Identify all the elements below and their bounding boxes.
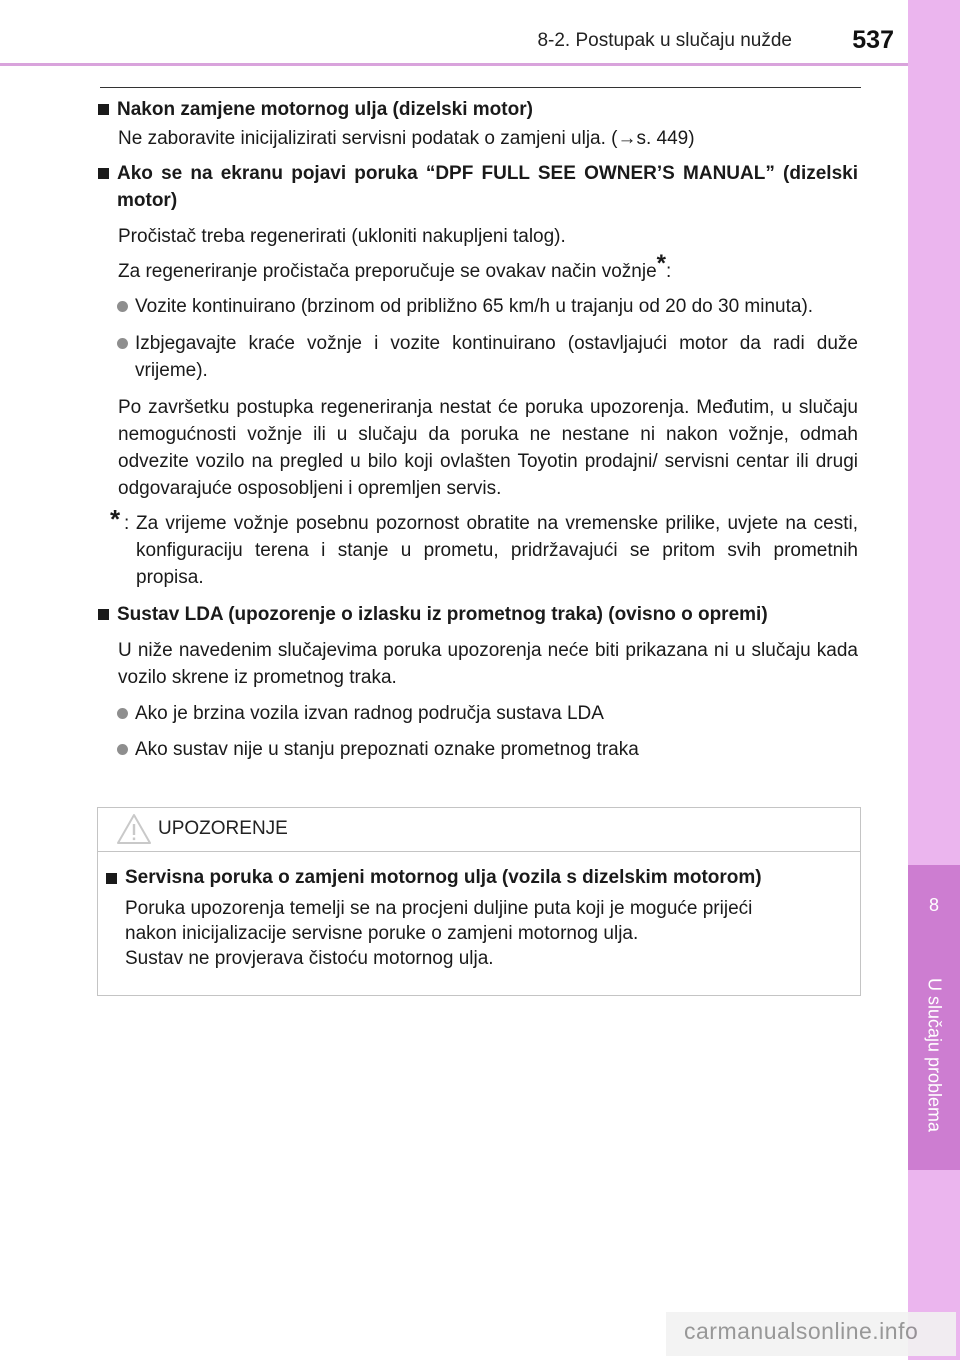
paragraph-text: Za regeneriranje pročistača preporučuje se ovakav način vožnje [118, 261, 657, 282]
round-bullet-icon [117, 301, 128, 312]
square-bullet-icon [98, 104, 109, 115]
paragraph: Po završetku postupka regeneriranja nestat će poruka upozorenja. Međutim, u slučaju nemogućnosti vožnje ili u slučaju da poruka ne nestane ni nakon vožnje, odmah odvezite vozilo na pregled u bilo koji ovlašten Toyotin prodajni/ servisni centar ili drugi odgovarajuće osposobljeni i opremljen servis. [118, 397, 858, 499]
list-item-text: Izbjegavajte kraće vožnje i vozite kontinuirano (ostavljajući motor da radi duže vrijeme). [135, 333, 858, 381]
list-item [98, 293, 858, 320]
page-content [98, 96, 858, 763]
round-bullet-icon [117, 338, 128, 349]
section-heading-text: Nakon zamjene motornog ulja (dizelski motor) [117, 99, 533, 120]
page-number: 537 [852, 26, 894, 54]
chapter-number: 8 [928, 895, 939, 915]
round-bullet-icon [117, 744, 128, 755]
chapter-title: U slučaju problema [924, 977, 945, 1133]
section-heading [98, 160, 858, 214]
paragraph: Ne zaboravite inicijalizirati servisni podatak o zamjeni ulja. (→s. 449) [118, 128, 695, 149]
square-bullet-icon [98, 168, 109, 179]
warning-line: nakon inicijalizacije servisne poruke o zamjeni motornog ulja. [125, 923, 639, 944]
header-divider [0, 63, 912, 66]
warning-header [98, 808, 860, 852]
watermark [666, 1312, 956, 1356]
round-bullet-icon [117, 708, 128, 719]
section-heading [98, 601, 858, 628]
running-header: 8-2. Postupak u slučaju nužde [537, 30, 792, 51]
warning-box [97, 807, 861, 996]
warning-title: UPOZORENJE [158, 818, 288, 839]
footnote-marker: * [656, 250, 666, 277]
footnote-marker: * [110, 504, 121, 534]
list-item-text: Ako je brzina vozila izvan radnog područja sustava LDA [135, 703, 604, 724]
watermark-text: carmanualsonline.info [684, 1318, 919, 1344]
content-top-divider [100, 87, 861, 88]
warning-triangle-icon [116, 813, 152, 845]
warning-line: Poruka upozorenja temelji se na procjeni duljine puta koji je moguće prijeći [125, 898, 753, 919]
footnote-text: Za vrijeme vožnje posebnu pozornost obratite na vremenske prilike, uvjete na cesti, konfiguraciju terena i stanje u prometu, pridržavajući se pritom svih prometnih propisa. [136, 513, 858, 588]
section-heading [98, 96, 858, 123]
warning-line: Sustav ne provjerava čistoću motornog ulja. [125, 948, 494, 969]
footnote-colon: : [124, 513, 130, 534]
list-item [98, 736, 858, 763]
warning-heading [106, 865, 854, 890]
section-heading-text: Sustav LDA (upozorenje o izlasku iz prometnog traka) (ovisno o opremi) [117, 604, 768, 625]
warning-heading-text: Servisna poruka o zamjeni motornog ulja (vozila s dizelskim motorom) [125, 867, 762, 888]
paragraph-colon: : [665, 261, 672, 282]
list-item [98, 700, 858, 727]
list-item-text: Ako sustav nije u stanju prepoznati oznake prometnog traka [135, 739, 639, 760]
footnote [98, 504, 858, 591]
warning-body [106, 865, 854, 971]
paragraph: U niže navedenim slučajevima poruka upozorenja neće biti prikazana ni u slučaju kada vozilo skrene iz prometnog traka. [118, 640, 858, 688]
section-heading-text: Ako se na ekranu pojavi poruka “DPF FULL SEE OWNER’S MANUAL” (dizelski motor) [117, 163, 858, 211]
list-item [98, 330, 858, 384]
list-item-text: Vozite kontinuirano (brzinom od približno 65 km/h u trajanju od 20 do 30 minuta). [135, 296, 814, 317]
square-bullet-icon [98, 609, 109, 620]
paragraph: Pročistač treba regenerirati (ukloniti nakupljeni talog). [118, 226, 566, 247]
paragraph [118, 250, 858, 285]
square-bullet-icon [106, 873, 117, 884]
